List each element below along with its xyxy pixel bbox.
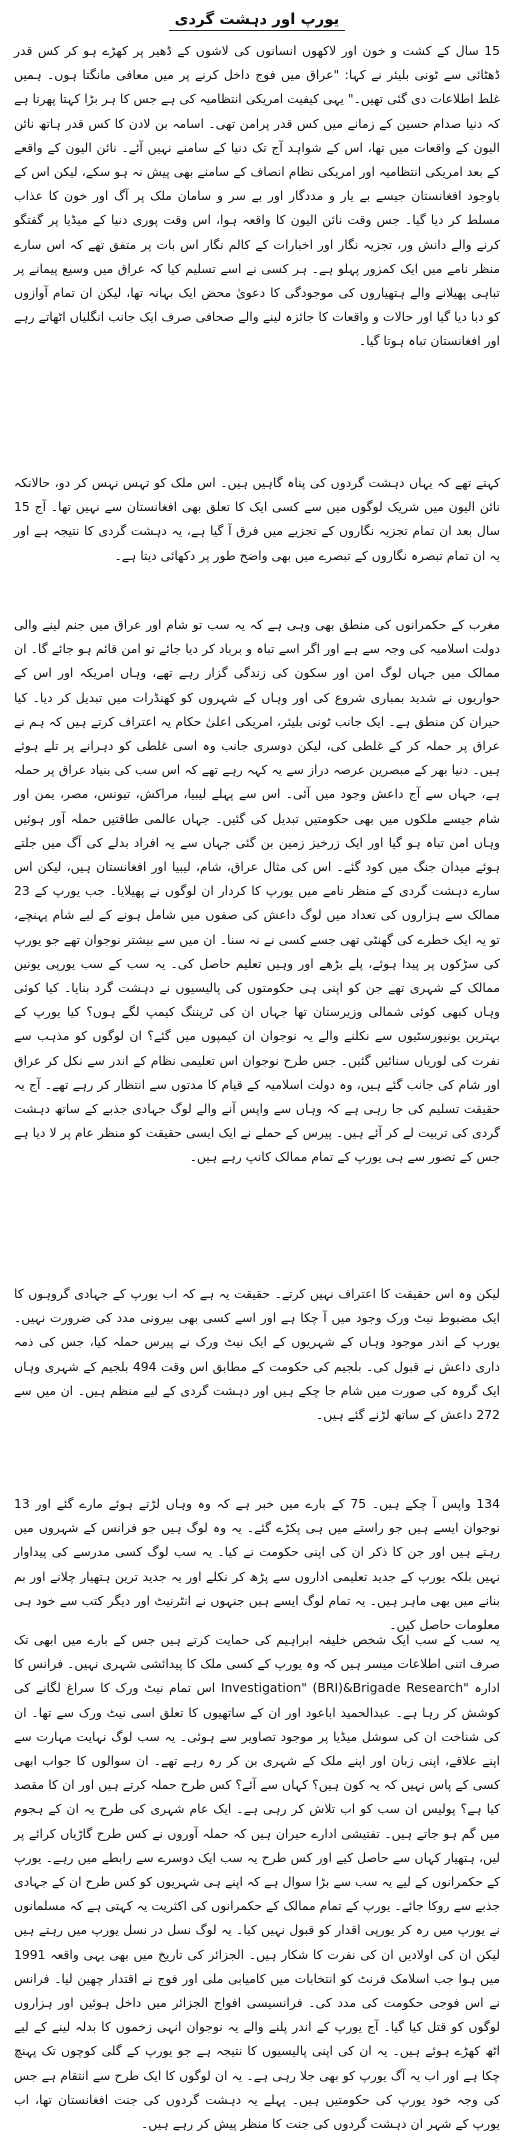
title-row <box>14 10 500 31</box>
paragraph-4: لیکن وہ اس حقیقت کا اعتراف نہیں کرتے۔ حقیقت یہ ہے کہ اب یورپ کے جہادی گروہوں کا ایک مضبوط نیٹ ورک وجود میں آ چکا ہے اور اسے کسی بھی بیرونی مدد کی ضرورت نہیں۔ یورپ کے اندر موجود وہاں کے شہریوں کے ایک نیٹ ورک نے پیرس حملہ کیا، جس کی ذمہ داری داعش نے قبول کی۔ بلجیم کی حکومت کے مطابق اس وقت 494 بلجیم کے شہری وہاں ایک گروہ کی صورت میں شام جا چکے ہیں اور دہشت گردی کے لیے منظم ہیں۔ ان میں سے 272 داعش کے ساتھ لڑنے گئے ہیں۔ <box>14 1286 500 1423</box>
paragraph-5: 134 واپس آ چکے ہیں۔ 75 کے بارے میں خبر ہے کہ وہ وہاں لڑتے ہوئے مارے گئے اور 13 نوجوان ایسے ہیں جو راستے میں ہی پکڑے گئے۔ یہ وہ لوگ ہیں جو فرانس کے شہروں میں رہتے ہیں اور جن کا ذکر ان کی اپنی حکومت نے کیا۔ یہ سب لوگ کسی مدرسے کی پیداوار نہیں بلکہ یورپ کے جدید تعلیمی اداروں سے پڑھ کر نکلے اور یہ جدید ترین ہتھیار چلانے اور بم بنانے میں بھی ماہر ہیں۔ یہ تمام لوگ ایسے ہیں جنہوں نے انٹرنیٹ اور دیگر کتب سے خود ہی معلومات حاصل کیں۔ <box>14 1496 500 1633</box>
paragraph-3: مغرب کے حکمرانوں کی منطق بھی وہی ہے کہ یہ سب تو شام اور عراق میں جنم لینے والی دولت اسلامیہ کی وجہ سے ہے اور اگر اسے تباہ و برباد کر دیا جائے تو امن قائم ہو جائے گا۔ ان ممالک میں جہاں لوگ امن اور سکون کی زندگی گزار رہے تھے، وہاں امریکہ اور اس کے حواریوں نے شدید بمباری شروع کی اور وہاں کے شہروں کو کھنڈرات میں تبدیل کر دیا۔ کیا حیران کن منطق ہے۔ ایک جانب ٹونی بلیئر، امریکی اعلیٰ حکام یہ اعتراف کرتے ہیں کہ ہم نے عراق پر حملہ کر کے غلطی کی، لیکن دوسری جانب وہ اسی غلطی کو دہرانے پر تلے ہوئے ہیں۔ دنیا بھر کے مبصرین عرصہ دراز سے یہ کہہ رہے تھے کہ اس سب کی بنیاد عراق پر حملہ ہے، جہاں سے آج داعش وجود میں آئی۔ اس سے پہلے لیبیا، مراکش، تیونس، مصر، یمن اور شام جیسے ملکوں میں بھی حکومتیں تبدیل کی گئیں۔ جہاں عالمی طاقتیں حملہ آور ہوئیں وہاں امن تباہ ہو گیا اور ایک زرخیز زمین بن گئی جہاں سے یہ افراد بدلے کی آگ میں جلتے ہوئے میدان جنگ میں کود گئے۔ اس کی مثال عراق، شام، لیبیا اور افغانستان ہیں، لیکن اس سارے دہشت گردی کے منظر نامے میں یورپ کا کردار ان لوگوں نے پھیلایا۔ جب یورپ کے 23 ممالک سے ہزاروں کی تعداد میں لوگ داعش کی صفوں میں شامل ہونے کے لیے شام پہنچے، تو یہ ایک خطرے کی گھنٹی تھی جسے کسی نے نہ سنا۔ ان میں سے بیشتر نوجوان تھے جو یورپ کی سڑکوں پر پیدا ہوئے، پلے بڑھے اور وہیں تعلیم حاصل کی۔ یہ سب کے سب یورپی یونین ممالک کے شہری تھے جن کو اپنی ہی حکومتوں کی پالیسیوں نے دہشت گرد بنایا۔ کیا کوئی وہاں کبھی کوئی شمالی وزیرستان تھا جہاں ان کی ٹریننگ کیمپ لگے ہوں؟ کیا یورپ کے بہترین یونیورسٹیوں سے نکلنے والے یہ نوجوان ان کیمپوں میں گئے؟ ان لوگوں کو مذہب سے نفرت کی لوریاں سنائیں گئیں۔ جس طرح نوجوان اس تعلیمی نظام کے اندر سے نکل کر عراق اور شام کی جانب گئے ہیں، وہ دولت اسلامیہ کے قیام کا مدتوں سے انتظار کر رہے تھے۔ آج یہ حقیقت تسلیم کی جا رہی ہے کہ وہاں سے واپس آنے والے لوگ جہادی جذبے کے ساتھ دہشت گردی کی تربیت لے کر آئے ہیں۔ پیرس کے حملے نے ایک ایسی حقیقت کو منظر عام پر لا دیا ہے جس کے تصور سے ہی یورپ کے تمام ممالک کانپ رہے ہیں۔ <box>14 617 500 1165</box>
paragraph-1: 15 سال کے کشت و خون اور لاکھوں انسانوں کی لاشوں کے ڈھیر پر کھڑے ہو کر کس قدر ڈھٹائی سے ٹونی بلیئر نے کہا: "عراق میں فوج داخل کرنے پر میں معافی مانگتا ہوں۔ ہمیں غلط اطلاعات دی گئی تھیں۔" یہی کیفیت امریکی انتظامیہ کی ہے جس کا ہر بڑا کہتا پھرتا ہے کہ دنیا صدام حسین کے زمانے میں کس قدر پرامن تھی۔ اسامہ بن لادن کا کس قدر ہاتھ نائن الیون کے واقعات میں تھا، اس کے شواہد آج تک دنیا کے سامنے نہیں آئے۔ نائن الیون کے واقعے کے بعد امریکی انتظامیہ اور امریکی نظام انصاف کے سامنے بھی پیش نہ ہو سکے، لیکن اس کے باوجود افغانستان جیسے بے یار و مددگار اور بے سر و سامان ملک پر آگ اور خون کا عذاب مسلط کر دیا گیا۔ جس وقت نائن الیون کا واقعہ ہوا، اس وقت پوری دنیا کے میڈیا پر گفتگو کرنے والے دانش ور، تجزیہ نگار اور اخبارات کے کالم نگار اس بات پر متفق تھے کہ اس سارے منظر نامے میں ایک کمزور پہلو ہے۔ ہر کسی نے اسے تسلیم کیا کہ عراق میں وسیع پیمانے پر تباہی پھیلانے والے ہتھیاروں کی موجودگی کا دعویٰ محض ایک بہانہ تھا، لیکن ان تمام آوازوں کو دبا دیا گیا اور حالات و واقعات کا جائزہ لینے والے صحافی صرف ایک جانب انگلیاں اٹھاتے رہے اور افغانستان تباہ ہوتا گیا۔ <box>13 43 500 349</box>
article-title: یورپ اور دہشت گردی <box>169 10 346 31</box>
paragraph-6: یہ سب کے سب ایک شخص خلیفہ ابراہیم کی حمایت کرتے ہیں جس کے بارے میں ابھی تک صرف اتنی اطلاعات میسر ہیں کہ وہ یورپ کے کسی ملک کا پیدائشی شہری نہیں۔ فرانس کا ادارہ "Investigation" (BRI)&Brigade Research اس تمام نیٹ ورک کا سراغ لگانے کی کوشش کر رہا ہے۔ عبدالحمید اباعود اور ان کے ساتھیوں کا تعلق اسی نیٹ ورک سے تھا۔ ان کی شناخت ان کی سوشل میڈیا پر موجود تصاویر سے ہوئی۔ یہ سب لوگ نہایت مہارت سے اپنے علاقے، اپنی زبان اور اپنے ملک کے شہری بن کر رہ رہے تھے۔ ان سوالوں کا جواب ابھی کسی کے پاس نہیں کہ یہ کون ہیں؟ کہاں سے آئے؟ کس طرح حملہ کرتے ہیں اور ان کا مقصد کیا ہے؟ پولیس ان سب کو اب تلاش کر رہی ہے۔ ایک عام شہری کی طرح یہ ان کے ہجوم میں گم ہو جاتے ہیں۔ تفتیشی ادارے حیران ہیں کہ حملہ آوروں نے کس طرح گاڑیاں کرائے پر لیں، ہتھیار کہاں سے حاصل کیے اور کس طرح یہ سب ایک دوسرے سے رابطے میں رہے۔ یورپ کے حکمرانوں کے لیے یہ سب سے بڑا سوال ہے کہ اپنے ہی شہریوں کو کس طرح ان کے جہادی جذبے سے روکا جائے۔ یورپ کے تمام ممالک کے حکمرانوں کی اکثریت یہ کہتی ہے کہ مسلمانوں نے یورپ میں رہ کر یورپی اقدار کو قبول نہیں کیا۔ یہ لوگ نسل در نسل یورپ میں رہتے ہیں لیکن ان کی اولادیں ان کی نفرت کا شکار ہیں۔ الجزائر کی تاریخ میں بھی یہی واقعہ 1991 میں ہوا جب اسلامک فرنٹ کو انتخابات میں کامیابی ملی اور فوج نے اقتدار چھین لیا۔ فرانس نے اس فوجی حکومت کی مدد کی۔ فرانسیسی افواج الجزائر میں داخل ہوئیں اور ہزاروں لوگوں کو قتل کیا گیا۔ آج یورپ کے اندر پلنے والے یہ نوجوان انہی زخموں کا بدلہ لینے کے لیے اٹھ کھڑے ہوئے ہیں۔ یہ ان کی اپنی پالیسیوں کا نتیجہ ہے جو یورپ کے گلی کوچوں تک پہنچ چکا ہے اور اب یہ آگ یورپ کو بھی جلا رہی ہے۔ یہ ان لوگوں کا ایک طرح سے انتقام ہے جس کی وجہ خود یورپ کی حکومتیں ہیں۔ پہلے یہ دہشت گردوں کی جنت افغانستان تھا، اب یورپ کے شہر ان دہشت گردوں کی جنت کا منظر پیش کر رہے ہیں۔ <box>14 1632 501 2132</box>
paragraph-2: کہتے تھے کہ یہاں دہشت گردوں کی پناہ گاہیں ہیں۔ اس ملک کو تہس نہس کر دو، حالانکہ نائن الیون میں شریک لوگوں میں سے کسی ایک کا تعلق بھی افغانستان سے نہیں تھا۔ آج 15 سال بعد ان تمام تجزیہ نگاروں کے تجزیے میں فرق آ گیا ہے، یہ دہشت گردی کا نتیجہ ہے اور یہ ان تمام تبصرہ نگاروں کے تبصرے میں بھی واضح طور پر دکھائی دیتا ہے۔ <box>14 475 500 563</box>
